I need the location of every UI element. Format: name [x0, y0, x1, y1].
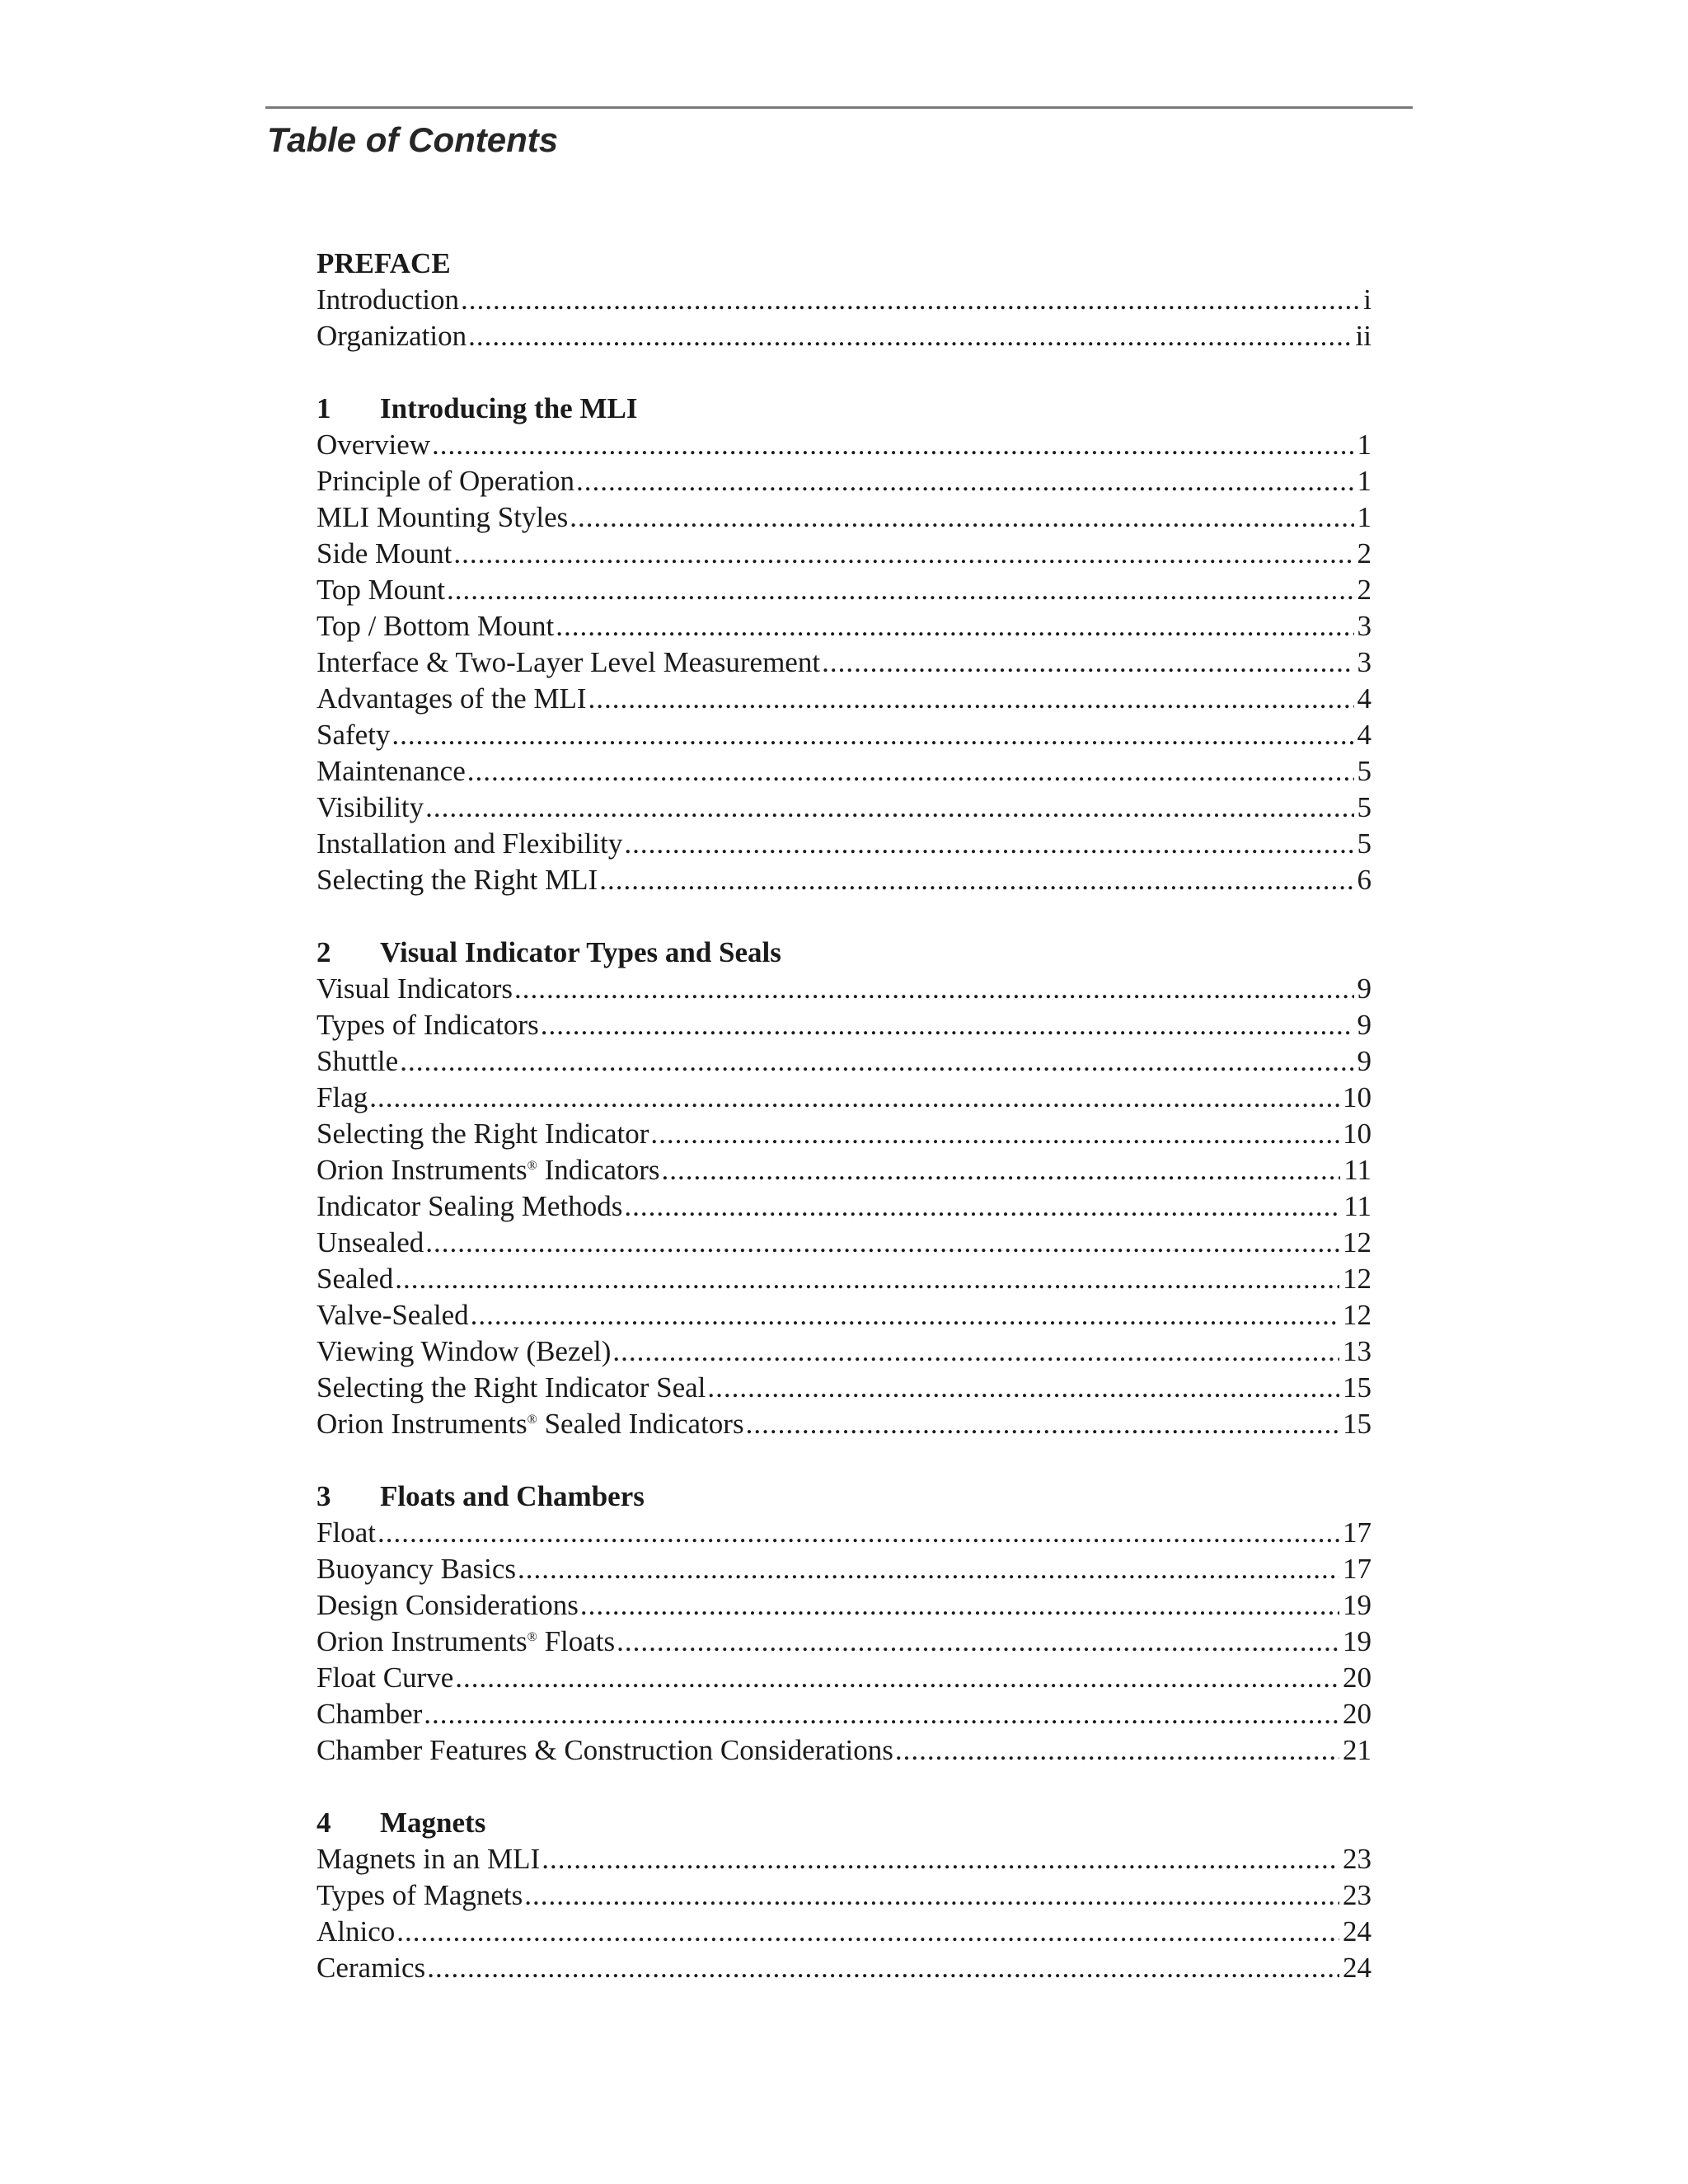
dot-leader [624, 1188, 1340, 1225]
toc-entry-page: 1 [1357, 429, 1372, 461]
dot-leader [580, 1587, 1339, 1624]
toc-entry-text: Float [316, 1516, 376, 1549]
toc-entry[interactable] [316, 282, 1372, 318]
toc-entry-text: Sealed [316, 1263, 394, 1295]
toc-entry[interactable] [316, 499, 1372, 536]
toc-entry-text: Indicator Sealing Methods [316, 1190, 623, 1222]
toc-entry-label [316, 572, 445, 608]
dot-leader [471, 1297, 1339, 1333]
toc-entry-label [316, 862, 598, 898]
toc-entry[interactable] [316, 1116, 1372, 1152]
toc-entry[interactable] [316, 790, 1372, 826]
toc-entry-page: 9 [1357, 1045, 1372, 1077]
toc-entry-text: Top Mount [316, 574, 446, 606]
toc-entry-page: 24 [1343, 1952, 1372, 1984]
toc-entry[interactable] [316, 427, 1372, 463]
toc-entry[interactable] [316, 1370, 1372, 1406]
toc-entry-text: Top / Bottom Mount [316, 610, 555, 642]
toc-entry-text: Valve-Sealed [316, 1299, 469, 1331]
toc-entry-text-suffix: Indicators [537, 1154, 660, 1186]
toc-entry-text: Types of Indicators [316, 1009, 539, 1041]
toc-entry-label [316, 536, 452, 572]
toc-entry[interactable] [316, 1660, 1372, 1696]
toc-entry-page: 24 [1343, 1915, 1372, 1947]
toc-entry[interactable] [316, 1188, 1372, 1225]
section-title: Visual Indicator Types and Seals [380, 936, 781, 968]
toc-entry-text: Chamber Features & Construction Considerations [316, 1734, 893, 1766]
toc-entry-page: ii [1355, 320, 1372, 352]
dot-leader [541, 1007, 1354, 1043]
toc-entry[interactable] [316, 1587, 1372, 1624]
dot-leader [455, 1660, 1339, 1696]
toc-entry-page: 20 [1343, 1698, 1372, 1730]
toc-entry-page: 5 [1357, 791, 1372, 823]
section-number: 1 [316, 392, 331, 424]
section-gap [316, 354, 1372, 391]
header-rule [265, 106, 1413, 109]
page-title: Table of Contents [267, 120, 559, 159]
toc-entry-label [316, 1261, 393, 1297]
toc-entry-page: 10 [1343, 1081, 1372, 1113]
toc-entry[interactable] [316, 608, 1372, 644]
dot-leader [461, 282, 1360, 318]
toc-entry-page: 11 [1343, 1190, 1372, 1222]
toc-entry-label [316, 1370, 706, 1406]
toc-entry-label [316, 1624, 615, 1660]
toc-entry-page: 17 [1343, 1553, 1372, 1585]
toc-entry[interactable] [316, 1877, 1372, 1914]
toc-entry[interactable] [316, 1152, 1372, 1188]
toc-entry-label [316, 463, 574, 499]
toc-entry[interactable] [316, 1696, 1372, 1732]
toc-entry-page: 15 [1343, 1371, 1372, 1404]
section-gap [316, 1442, 1372, 1479]
dot-leader [822, 644, 1353, 681]
toc-entry-text: MLI Mounting Styles [316, 501, 569, 533]
toc-entry-label [316, 971, 513, 1007]
toc-entry[interactable] [316, 318, 1372, 354]
toc-entry-page: 13 [1343, 1335, 1372, 1367]
toc-entry[interactable] [316, 826, 1372, 862]
toc-entry-page: 12 [1343, 1299, 1372, 1331]
toc-entry-label [316, 790, 424, 826]
toc-entry-label [316, 1406, 744, 1442]
toc-entry-page: 2 [1357, 537, 1372, 569]
toc-entry-text-suffix: Sealed Indicators [537, 1408, 744, 1440]
dot-leader [570, 499, 1353, 536]
toc-entry[interactable] [316, 1914, 1372, 1950]
dot-leader [395, 1261, 1339, 1297]
toc-entry-label [316, 1116, 649, 1152]
toc-entry-page: 20 [1343, 1661, 1372, 1694]
toc-entry[interactable] [316, 1225, 1372, 1261]
dot-leader [556, 608, 1353, 644]
section-gap [316, 898, 1372, 935]
dot-leader [447, 572, 1353, 608]
toc-entry-text: Principle of Operation [316, 465, 574, 497]
toc-entry-text: Buoyancy Basics [316, 1553, 517, 1585]
toc-entry[interactable] [316, 1551, 1372, 1587]
toc-entry-label [316, 1007, 539, 1043]
toc-entry-text: Selecting the Right Indicator Seal [316, 1371, 706, 1404]
section-heading [316, 1805, 1372, 1841]
toc-entry-text: Advantages of the MLI [316, 682, 587, 715]
dot-leader [396, 1914, 1339, 1950]
dot-leader [588, 681, 1354, 717]
registered-mark: ® [527, 1159, 537, 1173]
toc-entry-label [316, 1225, 424, 1261]
toc-entry-text: Interface & Two-Layer Level Measurement [316, 646, 821, 678]
dot-leader [425, 790, 1353, 826]
dot-leader [425, 1225, 1339, 1261]
toc-entry-label [316, 1152, 660, 1188]
toc-entry[interactable] [316, 572, 1372, 608]
toc-entry[interactable] [316, 1515, 1372, 1551]
section-heading [316, 391, 1372, 427]
dot-leader [524, 1877, 1339, 1914]
toc-entry-label [316, 608, 554, 644]
toc-entry[interactable] [316, 681, 1372, 717]
toc-entry-label [316, 1696, 422, 1732]
dot-leader [467, 753, 1354, 790]
dot-leader [707, 1370, 1339, 1406]
toc-entry-label [316, 427, 430, 463]
dot-leader [624, 826, 1353, 862]
toc-entry-label [316, 1515, 376, 1551]
toc-entry-text: Orion Instruments [316, 1625, 528, 1657]
toc-entry[interactable] [316, 971, 1372, 1007]
dot-leader [377, 1515, 1339, 1551]
toc-entry-page: i [1363, 284, 1372, 316]
toc-entry-page: 3 [1357, 646, 1372, 678]
toc-entry-page: 2 [1357, 574, 1372, 606]
toc-entry-label [316, 1732, 893, 1769]
dot-leader [576, 463, 1354, 499]
toc-entry-page: 5 [1357, 827, 1372, 860]
section-title: Magnets [380, 1807, 486, 1839]
dot-leader [617, 1624, 1339, 1660]
toc-entry[interactable] [316, 1406, 1372, 1442]
toc-entry[interactable] [316, 536, 1372, 572]
registered-mark: ® [527, 1413, 537, 1427]
toc-entry-text: Unsealed [316, 1226, 424, 1258]
toc-entry-label [316, 681, 587, 717]
toc-entry[interactable] [316, 1007, 1372, 1043]
toc-entry-label [316, 499, 568, 536]
toc-entry[interactable] [316, 1950, 1372, 1986]
section-number: 4 [316, 1807, 331, 1839]
toc-entry-label [316, 717, 390, 753]
toc-entry-text: Visual Indicators [316, 972, 513, 1005]
toc-entry-label [316, 753, 466, 790]
toc-entry-page: 19 [1343, 1589, 1372, 1621]
section-heading [316, 1479, 1372, 1515]
toc-entry-text: Ceramics [316, 1952, 426, 1984]
toc-entry-text: Chamber [316, 1698, 423, 1730]
toc-entry-label [316, 1043, 398, 1080]
toc-entry-text: Installation and Flexibility [316, 827, 623, 860]
dot-leader [400, 1043, 1353, 1080]
toc-entry-page: 19 [1343, 1625, 1372, 1657]
toc-entry[interactable] [316, 1080, 1372, 1116]
toc-entry-page: 23 [1343, 1843, 1372, 1875]
toc-entry[interactable] [316, 1261, 1372, 1297]
section-title: PREFACE [316, 247, 451, 279]
toc-entry-text: Viewing Window (Bezel) [316, 1335, 612, 1367]
toc-entry-text: Shuttle [316, 1045, 399, 1077]
toc-entry-page: 4 [1357, 682, 1372, 715]
section-number: 2 [316, 936, 331, 968]
section-heading [316, 935, 1372, 971]
dot-leader [746, 1406, 1339, 1442]
toc-entry-page: 1 [1357, 501, 1372, 533]
toc-entry-label [316, 1877, 523, 1914]
dot-leader [453, 536, 1353, 572]
dot-leader [542, 1841, 1339, 1877]
toc-entry[interactable] [316, 463, 1372, 499]
toc-entry-label [316, 1914, 395, 1950]
dot-leader [650, 1116, 1339, 1152]
toc-entry[interactable] [316, 717, 1372, 753]
toc-entry-page: 9 [1357, 1009, 1372, 1041]
toc-entry-text: Alnico [316, 1915, 396, 1947]
toc-entry-page: 11 [1343, 1154, 1372, 1186]
toc-entry-label [316, 318, 467, 354]
toc-entry-label [316, 1587, 579, 1624]
dot-leader [432, 427, 1353, 463]
dot-leader [599, 862, 1353, 898]
section-number: 3 [316, 1480, 331, 1512]
toc-entry-label [316, 1188, 622, 1225]
toc-entry-text: Introduction [316, 284, 460, 316]
toc-entry-text: Types of Magnets [316, 1879, 523, 1911]
section-heading [316, 246, 1372, 282]
toc-entry-page: 12 [1343, 1226, 1372, 1258]
toc-entry-page: 1 [1357, 465, 1372, 497]
toc-entry-page: 17 [1343, 1516, 1372, 1549]
section-title: Floats and Chambers [380, 1480, 645, 1512]
toc-entry-label [316, 1080, 368, 1116]
toc-entry[interactable] [316, 1732, 1372, 1769]
dot-leader [895, 1732, 1339, 1769]
toc-entry-page: 15 [1343, 1408, 1372, 1440]
toc-entry-label [316, 1297, 469, 1333]
toc-entry-text: Selecting the Right Indicator [316, 1118, 649, 1150]
toc-entry-label [316, 1841, 540, 1877]
toc-entry[interactable] [316, 753, 1372, 790]
toc-entry-page: 6 [1357, 864, 1372, 896]
table-of-contents [316, 246, 1372, 1986]
toc-entry-text: Organization [316, 320, 467, 352]
toc-entry[interactable] [316, 1841, 1372, 1877]
toc-entry-text: Overview [316, 429, 431, 461]
toc-entry-text: Maintenance [316, 755, 466, 787]
dot-leader [369, 1080, 1339, 1116]
toc-entry-page: 21 [1343, 1734, 1372, 1766]
toc-entry[interactable] [316, 862, 1372, 898]
section-gap [316, 1769, 1372, 1805]
dot-leader [392, 717, 1353, 753]
toc-entry-label [316, 1660, 453, 1696]
registered-mark: ® [527, 1630, 537, 1644]
toc-entry[interactable] [316, 1043, 1372, 1080]
toc-entry[interactable] [316, 644, 1372, 681]
toc-entry-text: Flag [316, 1081, 368, 1113]
toc-entry-page: 5 [1357, 755, 1372, 787]
toc-entry-text: Visibility [316, 791, 424, 823]
dot-leader [424, 1696, 1339, 1732]
dot-leader [518, 1551, 1339, 1587]
dot-leader [662, 1152, 1341, 1188]
toc-entry[interactable] [316, 1297, 1372, 1333]
toc-entry-label [316, 1551, 516, 1587]
toc-entry-page: 3 [1357, 610, 1372, 642]
toc-entry-text: Float Curve [316, 1661, 454, 1694]
toc-entry-text: Magnets in an MLI [316, 1843, 541, 1875]
toc-entry[interactable] [316, 1624, 1372, 1660]
toc-entry-text: Side Mount [316, 537, 452, 569]
dot-leader [514, 971, 1354, 1007]
toc-entry-text: Safety [316, 719, 391, 751]
toc-entry-label [316, 282, 459, 318]
toc-entry-label [316, 1950, 425, 1986]
toc-entry-page: 23 [1343, 1879, 1372, 1911]
toc-entry-text-suffix: Floats [537, 1625, 616, 1657]
toc-entry-label [316, 644, 820, 681]
toc-entry-page: 4 [1357, 719, 1372, 751]
toc-entry-text: Orion Instruments [316, 1408, 528, 1440]
toc-entry-page: 9 [1357, 972, 1372, 1005]
toc-entry-text: Design Considerations [316, 1589, 579, 1621]
section-title: Introducing the MLI [380, 392, 638, 424]
toc-entry-page: 10 [1343, 1118, 1372, 1150]
toc-entry-page: 12 [1343, 1263, 1372, 1295]
toc-entry-text: Orion Instruments [316, 1154, 528, 1186]
toc-entry-label [316, 826, 622, 862]
toc-entry-label [316, 1333, 611, 1370]
dot-leader [468, 318, 1352, 354]
toc-entry[interactable] [316, 1333, 1372, 1370]
dot-leader [612, 1333, 1339, 1370]
toc-entry-text: Selecting the Right MLI [316, 864, 598, 896]
dot-leader [427, 1950, 1339, 1986]
